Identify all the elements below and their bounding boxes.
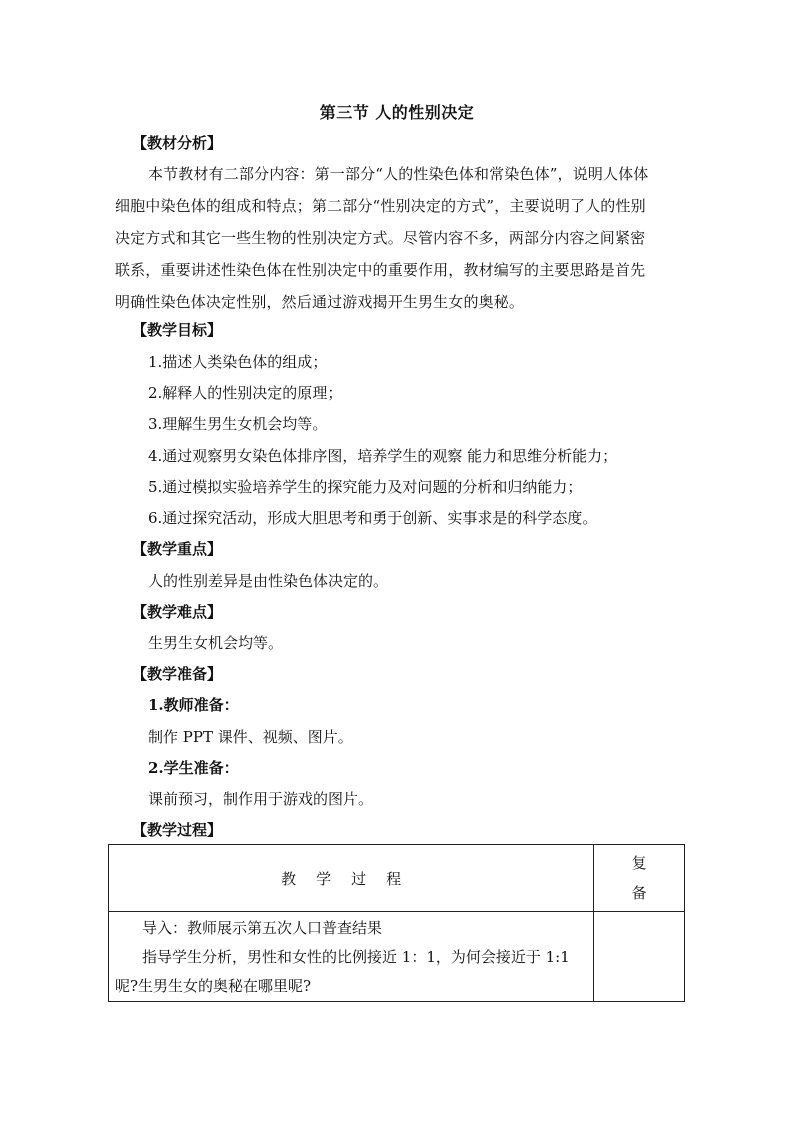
goal-item: 3.理解生男生女机会均等。 <box>148 415 328 433</box>
analysis-line: 决定方式和其它一些生物的性别决定方式。尽管内容不多，两部分内容之间紧密 <box>115 229 646 247</box>
table-header-row <box>109 845 685 912</box>
process-table <box>108 844 685 1002</box>
table-row <box>109 912 685 1002</box>
heading-preparation: 【教学准备】 <box>132 665 223 683</box>
goal-item: 1.描述人类染色体的组成； <box>148 353 328 371</box>
page-title: 第三节 人的性别决定 <box>319 103 475 122</box>
heading-goals: 【教学目标】 <box>132 321 223 339</box>
key-points-text: 人的性别差异是由性染色体决定的。 <box>148 572 389 590</box>
heading-key-points: 【教学重点】 <box>132 540 223 558</box>
header-review-char-1: 复 <box>631 854 647 872</box>
process-line: 呢?生男生女的奥秘在哪里呢? <box>115 977 312 995</box>
teacher-prep-label: 1.教师准备： <box>148 696 239 714</box>
student-prep-text: 课前预习，制作用于游戏的图片。 <box>148 790 374 808</box>
teacher-prep-text: 制作 PPT 课件、视频、图片。 <box>148 728 353 746</box>
goal-item: 4.通过观察男女染色体排序图，培养学生的观察 能力和思维分析能力； <box>148 447 618 465</box>
header-review-char-2: 备 <box>631 884 647 902</box>
analysis-line: 本节教材有二部分内容：第一部分“人的性染色体和常染色体”，说明人体体 <box>148 165 649 183</box>
goal-item: 5.通过模拟实验培养学生的探究能力及对问题的分析和归纳能力； <box>148 478 583 496</box>
student-prep-label: 2.学生准备： <box>148 759 239 777</box>
analysis-line: 细胞中染色体的组成和特点；第二部分“性别决定的方式”，主要说明了人的性别 <box>115 197 646 215</box>
heading-analysis: 【教材分析】 <box>132 134 223 152</box>
process-line: 指导学生分析，男性和女性的比例接近 1：1，为何会接近于 1:1 <box>142 948 570 966</box>
analysis-line: 明确性染色体决定性别，然后通过游戏揭开生男生女的奥秘。 <box>115 293 525 311</box>
process-line: 导入：教师展示第五次人口普查结果 <box>142 919 383 937</box>
review-cell <box>594 912 685 1002</box>
header-review <box>594 845 685 912</box>
heading-process: 【教学过程】 <box>132 821 223 839</box>
difficulties-text: 生男生女机会均等。 <box>148 634 284 652</box>
analysis-line: 联系，重要讲述性染色体在性别决定中的重要作用，教材编写的主要思路是首先 <box>115 261 646 279</box>
goal-item: 6.通过探究活动，形成大胆思考和勇于创新、实事求是的科学态度。 <box>148 509 598 527</box>
header-process: 教学过程 <box>109 845 594 912</box>
process-cell <box>109 912 594 1002</box>
goal-item: 2.解释人的性别决定的原理； <box>148 384 343 402</box>
heading-difficulties: 【教学难点】 <box>132 603 223 621</box>
